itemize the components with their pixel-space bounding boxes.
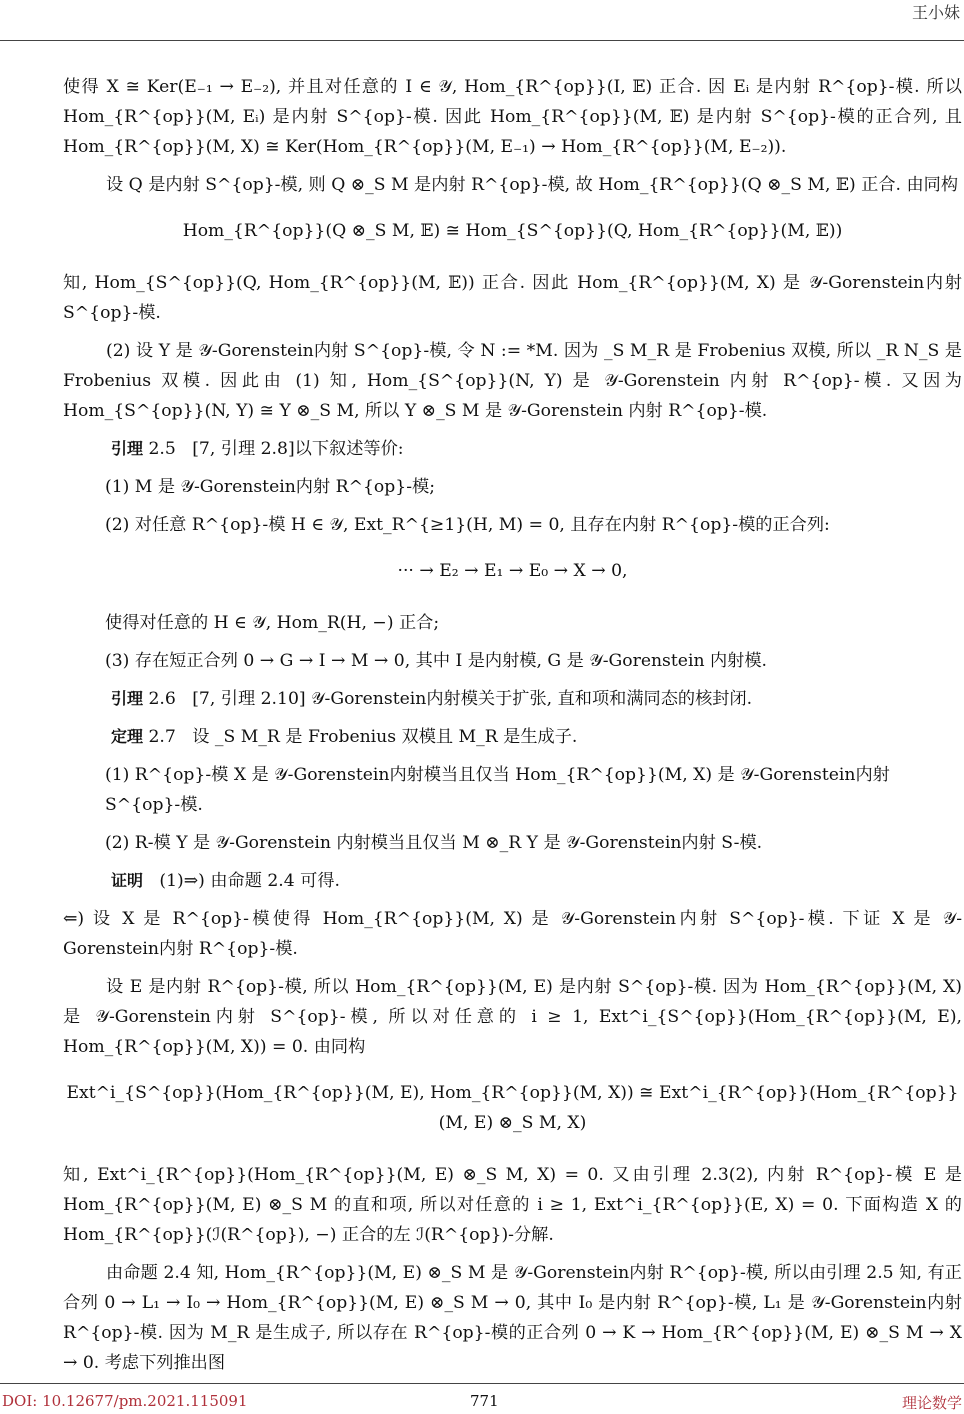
equation-isomorphism-1: Hom_{R^{op}}(Q ⊗_S M, 𝔼) ≅ Hom_{S^{op}}(Q, Hom_{R^{op}}(M, 𝔼)) [182, 221, 843, 241]
lemma-2-5-label: 引理 [111, 439, 144, 458]
theorem-2-7-text: 设 _S M_R 是 Frobenius 双模且 M_R 是生成子. [192, 727, 578, 747]
lemma-2-6-text: [7, 引理 2.10] 𝒴-Gorenstein内射模关于扩张, 直和项和满同态的核封闭. [192, 689, 753, 709]
header-rule [0, 40, 964, 41]
footer-doi-link[interactable]: DOI: 10.12677/pm.2021.115091 [2, 1392, 248, 1410]
paragraph-5: ⇐) 设 X 是 R^{op}-模使得 Hom_{R^{op}}(M, X) 是 𝒴-Gorenstein内射 S^{op}-模. 下证 X 是 𝒴-Gorenstein内射 R^{op}-模. [63, 909, 962, 959]
proof-start [111, 866, 962, 896]
equation-isomorphism-2: Ext^i_{S^{op}}(Hom_{R^{op}}(M, E), Hom_{R^{op}}(M, X)) ≅ Ext^i_{R^{op}}(Hom_{R^{op}}(M, E) ⊗_S M, X) [66, 1083, 959, 1133]
lemma-2-5-item-2-cont: 使得对任意的 H ∈ 𝒴, Hom_R(H, −) 正合; [105, 613, 440, 633]
theorem-2-7-label: 定理 [111, 727, 144, 746]
paragraph-6: 设 E 是内射 R^{op}-模, 所以 Hom_{R^{op}}(M, E) 是内射 S^{op}-模. 因为 Hom_{R^{op}}(M, X) 是 𝒴-Gorenstein内射 S^{op}-模, 所以对任意的 i ≥ 1, Ext^i_{S^{op}}(Hom_{R^{op}}(M, E), Hom_{R^{op}}(M, X)) = 0. 由同构 [63, 977, 962, 1057]
footer-rule [0, 1383, 964, 1384]
equation-resolution: ··· → E₂ → E₁ → E₀ → X → 0, [397, 561, 628, 581]
lemma-2-5-number: 2.5 [148, 439, 176, 459]
proof-text: (1)⇒) 由命题 2.4 可得. [159, 871, 340, 891]
lemma-2-6-label: 引理 [111, 689, 144, 708]
paragraph-4: (2) 设 Y 是 𝒴-Gorenstein内射 S^{op}-模, 令 N := *M. 因为 _S M_R 是 Frobenius 双模, 所以 _R N_S 是 Frobenius 双模. 因此由 (1) 知, Hom_{S^{op}}(N, Y) 是 𝒴-Gorenstein 内射 R^{op}-模. 又因为 Hom_{S^{op}}(N, Y) ≅ Y ⊗_S M, 所以 Y ⊗_S M 是 𝒴-Gorenstein 内射 R^{op}-模. [63, 341, 962, 421]
theorem-2-7-number: 2.7 [148, 727, 176, 747]
footer-journal-link[interactable]: 理论数学 [901, 1394, 962, 1412]
paragraph-8: 由命题 2.4 知, Hom_{R^{op}}(M, E) ⊗_S M 是 𝒴-Gorenstein内射 R^{op}-模, 所以由引理 2.5 知, 有正合列 0 → L₁ → I₀ → Hom_{R^{op}}(M, E) ⊗_S M → 0, 其中 I₀ 是内射 R^{op}-模, L₁ 是 𝒴-Gorenstein内射 R^{op}-模. 因为 M_R 是生成子, 所以存在 R^{op}-模的正合列 0 → K → Hom_{R^{op}}(M, E) ⊗_S M → X → 0. 考虑下列推出图 [63, 1263, 962, 1373]
lemma-2-5-item-2: (2) 对任意 R^{op}-模 H ∈ 𝒴, Ext_R^{≥1}(H, M) = 0, 且存在内射 R^{op}-模的正合列: [105, 515, 830, 535]
paragraph-3: 知, Hom_{S^{op}}(Q, Hom_{R^{op}}(M, 𝔼)) 正合. 因此 Hom_{R^{op}}(M, X) 是 𝒴-Gorenstein内射 S^{op}-模. [63, 273, 962, 323]
footer-page-number: 771 [470, 1392, 499, 1410]
lemma-2-5-item-3: (3) 存在短正合列 0 → G → I → M → 0, 其中 I 是内射模, G 是 𝒴-Gorenstein 内射模. [105, 651, 768, 671]
theorem-2-7 [111, 722, 962, 752]
lemma-2-5-item-1: (1) M 是 𝒴-Gorenstein内射 R^{op}-模; [105, 477, 435, 497]
theorem-2-7-item-2: (2) R-模 Y 是 𝒴-Gorenstein 内射模当且仅当 M ⊗_R Y 是 𝒴-Gorenstein内射 S-模. [105, 833, 763, 853]
lemma-2-6-number: 2.6 [148, 689, 176, 709]
theorem-2-7-item-1: (1) R^{op}-模 X 是 𝒴-Gorenstein内射模当且仅当 Hom_{R^{op}}(M, X) 是 𝒴-Gorenstein内射 S^{op}-模. [105, 765, 890, 815]
lemma-2-6 [111, 684, 962, 714]
lemma-2-5-text: [7, 引理 2.8]以下叙述等价: [192, 439, 404, 459]
paragraph-2: 设 Q 是内射 S^{op}-模, 则 Q ⊗_S M 是内射 R^{op}-模, 故 Hom_{R^{op}}(Q ⊗_S M, 𝔼) 正合. 由同构 [106, 175, 959, 195]
page-body [63, 72, 962, 1386]
header-author: 王小妹 [911, 3, 960, 22]
proof-label: 证明 [111, 871, 144, 890]
lemma-2-5 [111, 434, 962, 464]
paragraph-7: 知, Ext^i_{R^{op}}(Hom_{R^{op}}(M, E) ⊗_S M, X) = 0. 又由引理 2.3(2), 内射 R^{op}-模 E 是 Hom_{R^{op}}(M, E) ⊗_S M 的直和项, 所以对任意的 i ≥ 1, Ext^i_{R^{op}}(E, X) = 0. 下面构造 X 的 Hom_{R^{op}}(ℐ(R^{op}), −) 正合的左 ℐ(R^{op})-分解. [63, 1165, 962, 1245]
paragraph-1: 使得 X ≅ Ker(E₋₁ → E₋₂), 并且对任意的 I ∈ 𝒴, Hom_{R^{op}}(I, 𝔼) 正合. 因 Eᵢ 是内射 R^{op}-模. 所以 Hom_{R^{op}}(M, Eᵢ) 是内射 S^{op}-模. 因此 Hom_{R^{op}}(M, 𝔼) 是内射 S^{op}-模的正合列, 且 Hom_{R^{op}}(M, X) ≅ Ker(Hom_{R^{op}}(M, E₋₁) → Hom_{R^{op}}(M, E₋₂)). [63, 77, 962, 157]
